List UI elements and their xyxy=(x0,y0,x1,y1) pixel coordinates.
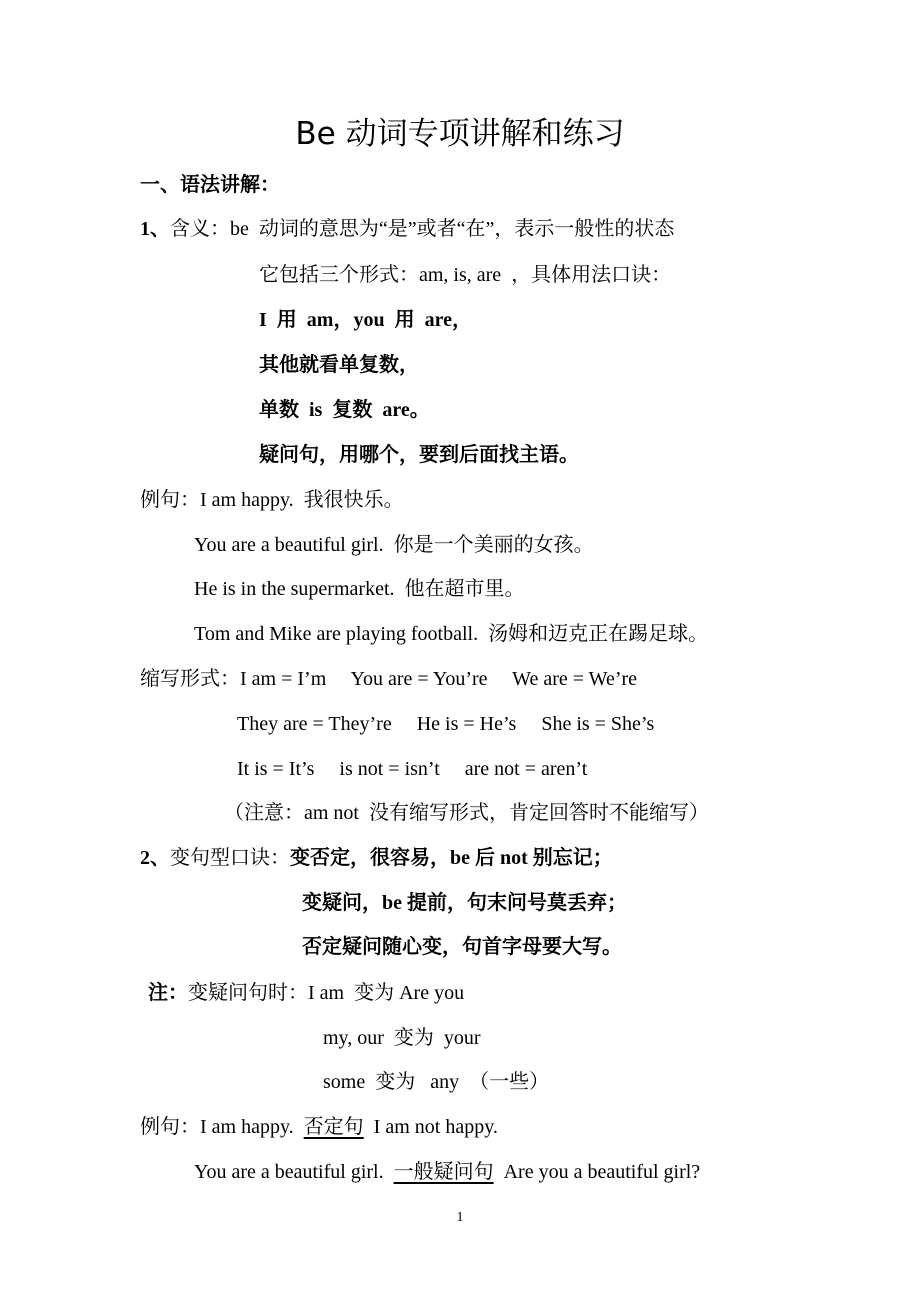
point-2-number: 2、 xyxy=(140,847,170,869)
example-line xyxy=(140,486,404,514)
rhyme-line: 变疑问，be 提前，句末问号莫丢弃； xyxy=(302,892,627,914)
transform-result: Are you a beautiful girl? xyxy=(503,1161,701,1183)
transform-result: I am not happy. xyxy=(373,1116,498,1138)
contractions-label: 缩写形式： xyxy=(140,668,240,690)
contraction-row: They are = They’re He is = He’s She is = She’s xyxy=(237,713,655,735)
rhyme-line: 疑问句，用哪个，要到后面找主语。 xyxy=(259,444,579,466)
point-1 xyxy=(140,215,674,243)
note-sub-line: my, our 变为 your xyxy=(323,1027,481,1049)
note-label: 注： xyxy=(148,982,188,1004)
transform-example xyxy=(194,1158,700,1186)
rhyme-line: 其他就看单复数， xyxy=(259,354,419,376)
transform-original: I am happy. xyxy=(200,1116,294,1138)
example-sentence: Tom and Mike are playing football. 汤姆和迈克正在踢足球。 xyxy=(194,623,709,645)
point-1-number: 1、 xyxy=(140,218,170,240)
point-2 xyxy=(140,844,613,872)
rhyme-line: 否定疑问随心变，句首字母要大写。 xyxy=(302,936,622,958)
example-sentence: He is in the supermarket. 他在超市里。 xyxy=(194,578,525,600)
contraction-row: It is = It’s is not = isn’t are not = aren’t xyxy=(237,758,588,780)
point-1-forms: 它包括三个形式：am, is, are ，具体用法口诀： xyxy=(259,264,672,286)
contractions-note: （注意：am not 没有缩写形式，肯定回答时不能缩写） xyxy=(224,802,709,824)
transform-original: You are a beautiful girl. xyxy=(194,1161,384,1183)
transform-type: 否定句 xyxy=(303,1116,364,1138)
transform-label: 例句： xyxy=(140,1116,200,1138)
transform-example xyxy=(140,1113,498,1141)
page-title: Be 动词专项讲解和练习 xyxy=(295,116,625,152)
contraction-row: I am = I’m You are = You’re We are = We’re xyxy=(240,668,638,690)
page-number: 1 xyxy=(456,1210,464,1225)
example-sentence: You are a beautiful girl. 你是一个美丽的女孩。 xyxy=(194,534,594,556)
note-sub-line: some 变为 any （一些） xyxy=(323,1071,550,1093)
rhyme-line: 变否定，很容易，be 后 not 别忘记； xyxy=(290,847,613,869)
point-2-label: 变句型口诀： xyxy=(170,847,290,869)
transform-type: 一般疑问句 xyxy=(393,1161,494,1183)
point-1-text: 含义：be 动词的意思为“是”或者“在”，表示一般性的状态 xyxy=(170,218,675,240)
example-sentence: I am happy. 我很快乐。 xyxy=(200,489,404,511)
note-text: 变疑问句时：I am 变为 Are you xyxy=(188,982,465,1004)
examples-label: 例句： xyxy=(140,489,200,511)
rhyme-line: 单数 is 复数 are。 xyxy=(259,399,430,421)
section-heading: 一、语法讲解： xyxy=(140,174,280,196)
contractions-line xyxy=(140,665,637,693)
note-line xyxy=(148,979,464,1007)
rhyme-line: I 用 am，you 用 are， xyxy=(259,309,472,331)
